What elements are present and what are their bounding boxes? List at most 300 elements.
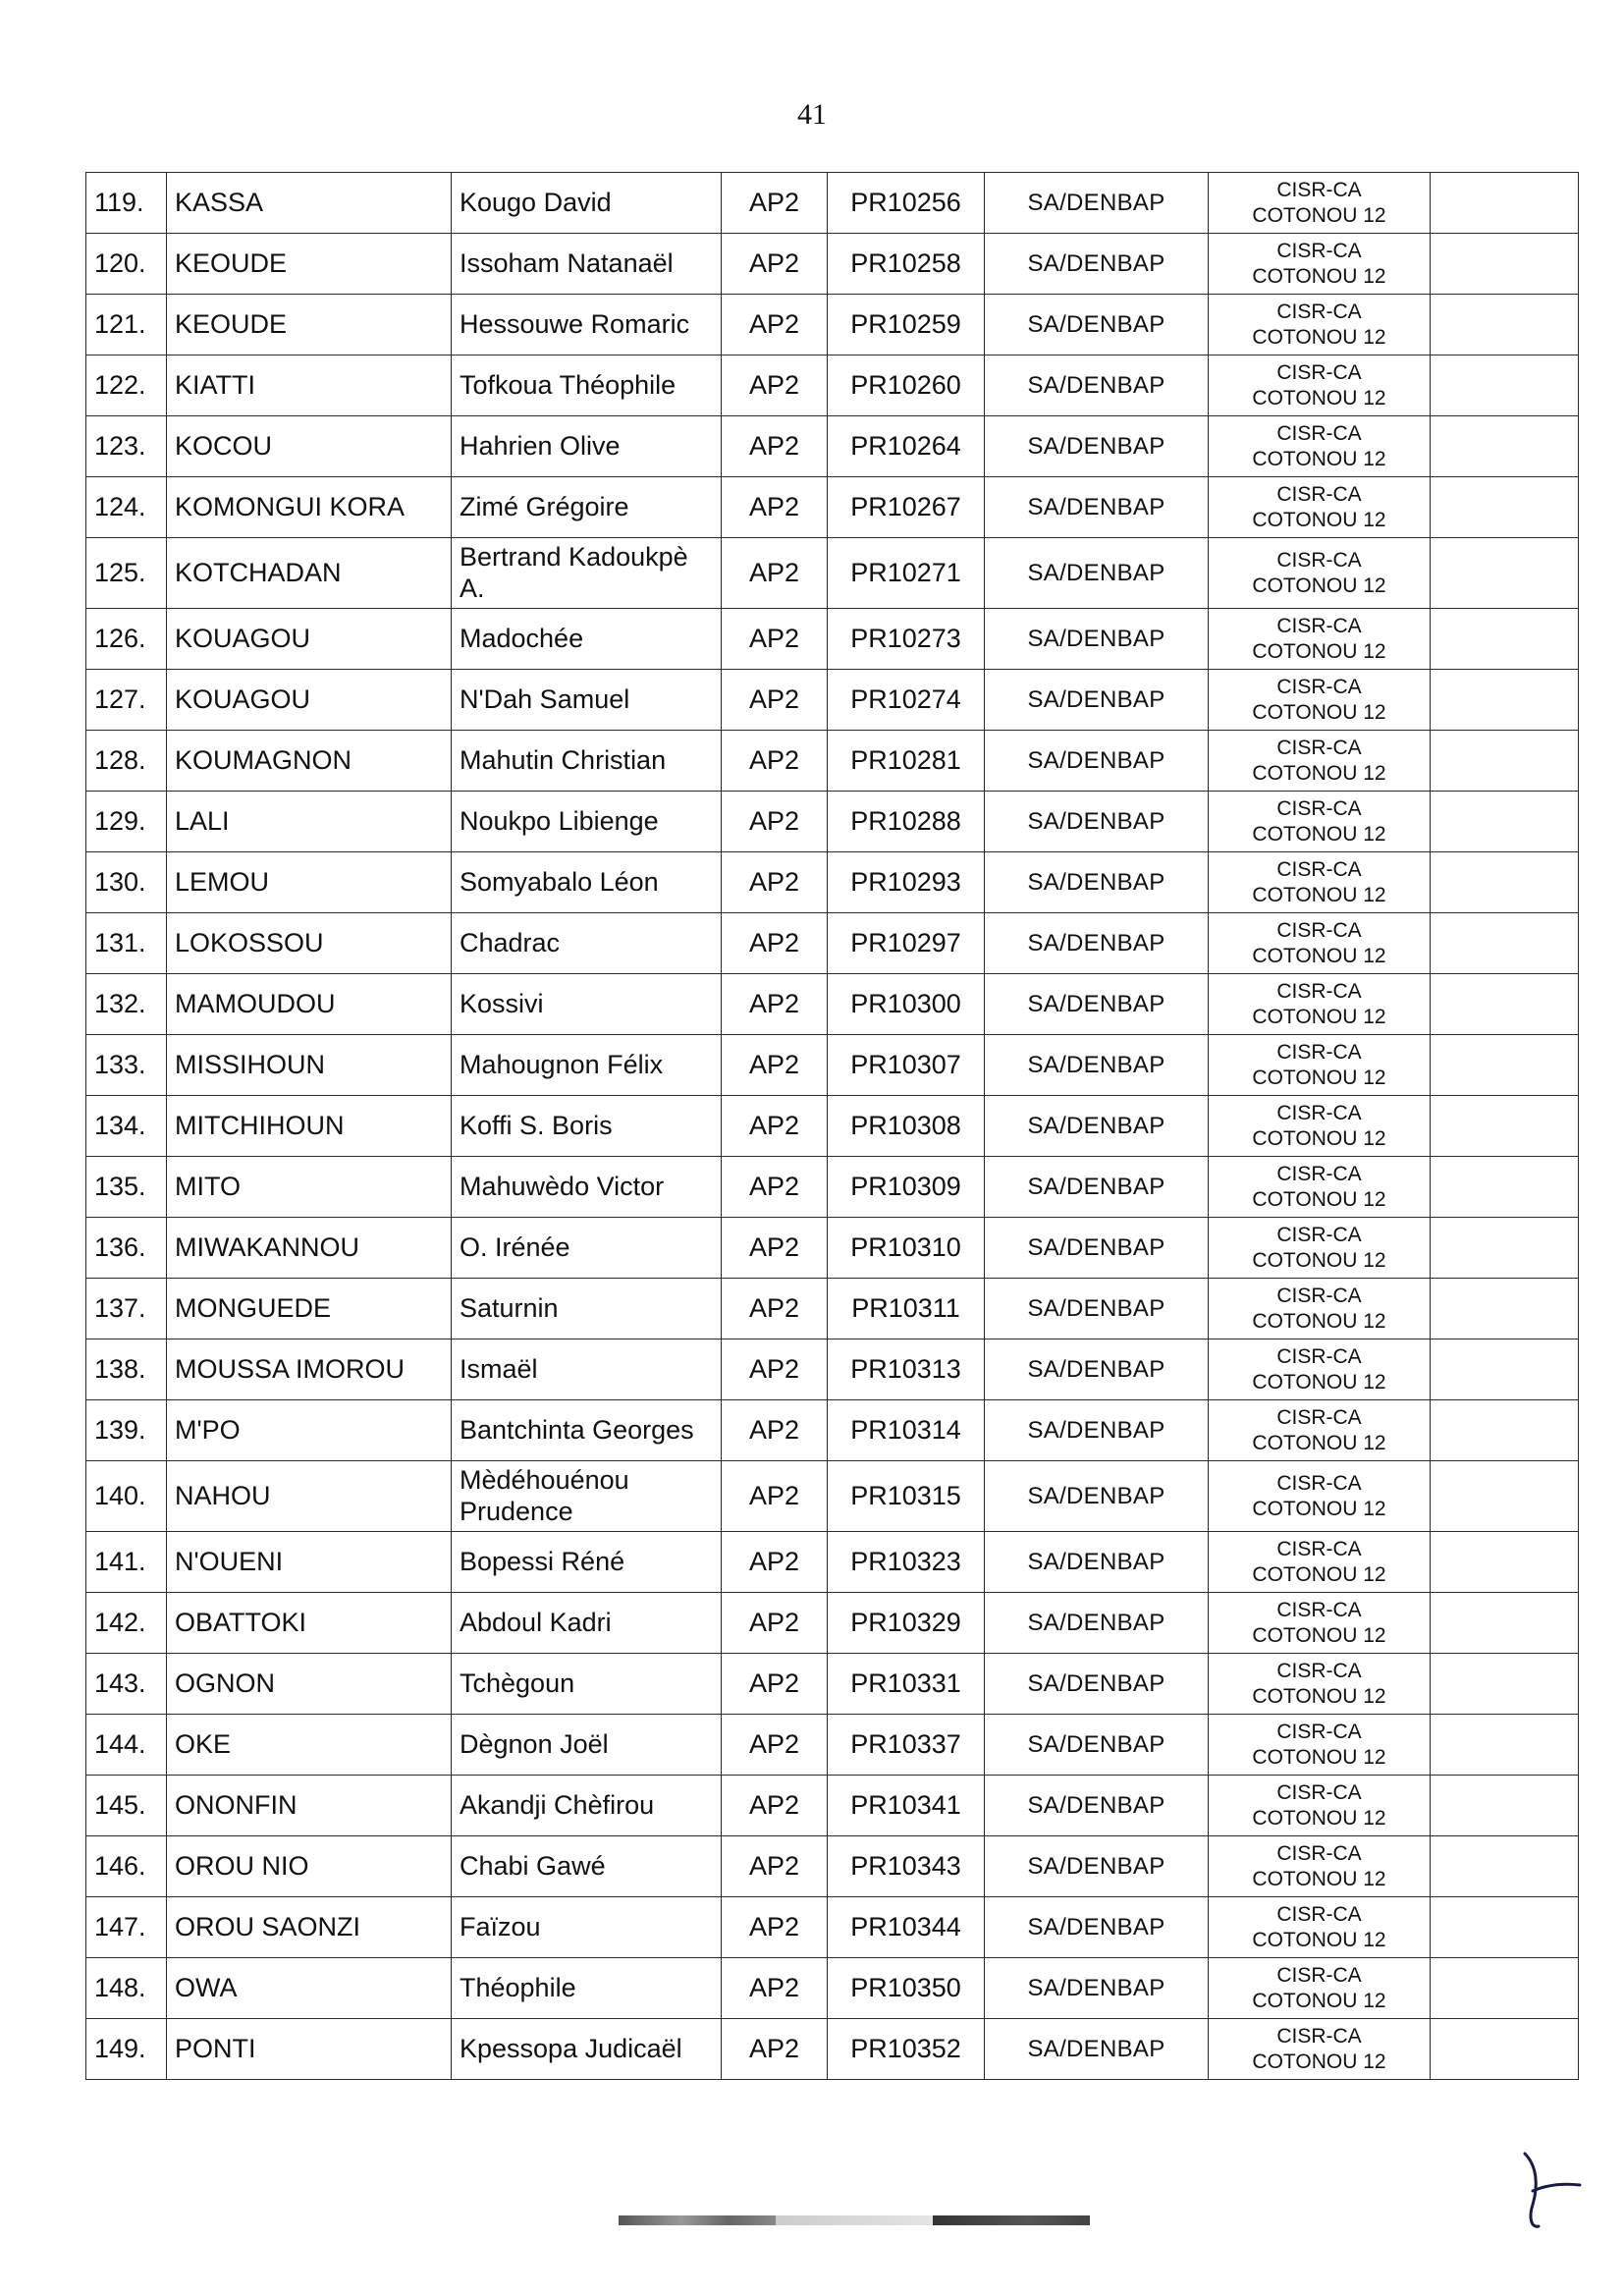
cell-last-name: MIWAKANNOU: [167, 1218, 452, 1279]
cell-last-name: KEOUDE: [167, 295, 452, 355]
cell-observation: [1431, 477, 1579, 538]
cell-first-names: Hahrien Olive: [452, 416, 722, 477]
cell-observation: [1431, 416, 1579, 477]
cell-grade: AP2: [722, 355, 828, 416]
cell-observation: [1431, 295, 1579, 355]
cell-first-names: Saturnin: [452, 1279, 722, 1339]
affectation-line: CISR-CA: [1276, 797, 1362, 821]
affectation-line: COTONOU 12: [1252, 1623, 1386, 1647]
cell-last-name: ONONFIN: [167, 1776, 452, 1836]
cell-observation: [1431, 731, 1579, 792]
affectation-line: CISR-CA: [1276, 179, 1362, 202]
affectation-line: CISR-CA: [1276, 1406, 1362, 1430]
table-row: [86, 670, 1579, 731]
cell-grade: AP2: [722, 1035, 828, 1096]
cell-observation: [1431, 2019, 1579, 2080]
affectation-line: CISR-CA: [1276, 1721, 1362, 1744]
cell-observation: [1431, 355, 1579, 416]
cell-affectation: [1209, 1096, 1431, 1157]
affectation-line: CISR-CA: [1276, 980, 1362, 1004]
personnel-table: [85, 172, 1579, 2080]
cell-grade: AP2: [722, 852, 828, 913]
affectation-line: COTONOU 12: [1252, 325, 1386, 349]
affectation-line: COTONOU 12: [1252, 1989, 1386, 2012]
cell-grade: AP2: [722, 416, 828, 477]
cell-matricule: PR10311: [828, 1279, 985, 1339]
affectation-line: COTONOU 12: [1252, 574, 1386, 597]
table-row: [86, 1897, 1579, 1958]
cell-observation: [1431, 1593, 1579, 1654]
affectation-line: CISR-CA: [1276, 361, 1362, 385]
cell-affectation: [1209, 731, 1431, 792]
table-row: [86, 1157, 1579, 1218]
footer-scan-bar-left: [619, 2215, 776, 2225]
signature-mark: [1517, 2146, 1586, 2234]
cell-observation: [1431, 1218, 1579, 1279]
cell-last-name: OROU NIO: [167, 1836, 452, 1897]
affectation-line: COTONOU 12: [1252, 1187, 1386, 1211]
cell-first-names: Mèdéhouénou Prudence: [452, 1461, 722, 1532]
cell-affectation: [1209, 1035, 1431, 1096]
table-row: [86, 852, 1579, 913]
cell-number: 134.: [86, 1096, 167, 1157]
cell-last-name: OROU SAONZI: [167, 1897, 452, 1958]
cell-grade: AP2: [722, 913, 828, 974]
cell-observation: [1431, 1776, 1579, 1836]
affectation-line: CISR-CA: [1276, 1781, 1362, 1805]
cell-affectation: [1209, 355, 1431, 416]
cell-service: SA/DENBAP: [985, 173, 1209, 234]
cell-service: SA/DENBAP: [985, 1461, 1209, 1532]
cell-number: 143.: [86, 1654, 167, 1715]
cell-last-name: NAHOU: [167, 1461, 452, 1532]
table-row: [86, 173, 1579, 234]
affectation-line: COTONOU 12: [1252, 883, 1386, 906]
table-body: [86, 173, 1579, 2080]
cell-matricule: PR10310: [828, 1218, 985, 1279]
cell-matricule: PR10337: [828, 1715, 985, 1776]
cell-service: SA/DENBAP: [985, 852, 1209, 913]
cell-matricule: PR10329: [828, 1593, 985, 1654]
cell-observation: [1431, 1279, 1579, 1339]
cell-last-name: MITCHIHOUN: [167, 1096, 452, 1157]
cell-matricule: PR10308: [828, 1096, 985, 1157]
cell-observation: [1431, 1958, 1579, 2019]
cell-first-names: Bopessi Réné: [452, 1532, 722, 1593]
cell-service: SA/DENBAP: [985, 1035, 1209, 1096]
cell-last-name: KEOUDE: [167, 234, 452, 295]
cell-last-name: LALI: [167, 792, 452, 852]
affectation-line: COTONOU 12: [1252, 1562, 1386, 1586]
affectation-line: COTONOU 12: [1252, 822, 1386, 846]
table-row: [86, 477, 1579, 538]
cell-matricule: PR10260: [828, 355, 985, 416]
cell-observation: [1431, 1035, 1579, 1096]
affectation-line: CISR-CA: [1276, 1224, 1362, 1247]
affectation-line: COTONOU 12: [1252, 2050, 1386, 2073]
table-row: [86, 1035, 1579, 1096]
cell-matricule: PR10271: [828, 538, 985, 609]
cell-service: SA/DENBAP: [985, 2019, 1209, 2080]
cell-matricule: PR10288: [828, 792, 985, 852]
cell-number: 120.: [86, 234, 167, 295]
cell-first-names: Kossivi: [452, 974, 722, 1035]
cell-grade: AP2: [722, 2019, 828, 2080]
cell-affectation: [1209, 173, 1431, 234]
cell-matricule: PR10273: [828, 609, 985, 670]
cell-affectation: [1209, 477, 1431, 538]
cell-grade: AP2: [722, 538, 828, 609]
cell-matricule: PR10309: [828, 1157, 985, 1218]
table-row: [86, 1339, 1579, 1400]
affectation-line: COTONOU 12: [1252, 1248, 1386, 1272]
cell-service: SA/DENBAP: [985, 1836, 1209, 1897]
cell-number: 145.: [86, 1776, 167, 1836]
cell-number: 148.: [86, 1958, 167, 2019]
cell-observation: [1431, 1096, 1579, 1157]
cell-grade: AP2: [722, 731, 828, 792]
cell-number: 136.: [86, 1218, 167, 1279]
cell-matricule: PR10264: [828, 416, 985, 477]
cell-grade: AP2: [722, 1157, 828, 1218]
cell-observation: [1431, 1400, 1579, 1461]
table-row: [86, 1715, 1579, 1776]
cell-number: 128.: [86, 731, 167, 792]
cell-last-name: MITO: [167, 1157, 452, 1218]
footer-scan-bar-mid: [776, 2215, 933, 2225]
cell-last-name: M'PO: [167, 1400, 452, 1461]
cell-observation: [1431, 538, 1579, 609]
affectation-line: COTONOU 12: [1252, 203, 1386, 227]
table-row: [86, 1654, 1579, 1715]
cell-affectation: [1209, 1461, 1431, 1532]
cell-observation: [1431, 792, 1579, 852]
cell-observation: [1431, 852, 1579, 913]
cell-affectation: [1209, 1897, 1431, 1958]
cell-last-name: KOUAGOU: [167, 670, 452, 731]
affectation-line: CISR-CA: [1276, 1472, 1362, 1496]
table-row: [86, 609, 1579, 670]
affectation-line: COTONOU 12: [1252, 639, 1386, 663]
affectation-line: CISR-CA: [1276, 301, 1362, 324]
affectation-line: COTONOU 12: [1252, 1309, 1386, 1333]
cell-grade: AP2: [722, 1897, 828, 1958]
cell-number: 140.: [86, 1461, 167, 1532]
cell-affectation: [1209, 974, 1431, 1035]
affectation-line: CISR-CA: [1276, 737, 1362, 760]
table-row: [86, 1836, 1579, 1897]
cell-affectation: [1209, 792, 1431, 852]
cell-grade: AP2: [722, 1958, 828, 2019]
page-number: 41: [797, 98, 827, 131]
cell-observation: [1431, 913, 1579, 974]
cell-observation: [1431, 1461, 1579, 1532]
cell-affectation: [1209, 538, 1431, 609]
cell-number: 121.: [86, 295, 167, 355]
affectation-line: CISR-CA: [1276, 240, 1362, 263]
cell-matricule: PR10331: [828, 1654, 985, 1715]
cell-first-names: Noukpo Libienge: [452, 792, 722, 852]
table-row: [86, 1958, 1579, 2019]
cell-service: SA/DENBAP: [985, 913, 1209, 974]
cell-number: 146.: [86, 1836, 167, 1897]
cell-first-names: Mahutin Christian: [452, 731, 722, 792]
affectation-line: CISR-CA: [1276, 858, 1362, 882]
cell-affectation: [1209, 1532, 1431, 1593]
cell-service: SA/DENBAP: [985, 1654, 1209, 1715]
cell-matricule: PR10314: [828, 1400, 985, 1461]
cell-matricule: PR10267: [828, 477, 985, 538]
table-row: [86, 2019, 1579, 2080]
cell-first-names: Dègnon Joël: [452, 1715, 722, 1776]
affectation-line: CISR-CA: [1276, 1041, 1362, 1065]
cell-last-name: OGNON: [167, 1654, 452, 1715]
cell-grade: AP2: [722, 1218, 828, 1279]
affectation-line: CISR-CA: [1276, 1163, 1362, 1186]
cell-observation: [1431, 234, 1579, 295]
cell-observation: [1431, 1654, 1579, 1715]
table-row: [86, 355, 1579, 416]
table-row: [86, 1532, 1579, 1593]
affectation-line: COTONOU 12: [1252, 1928, 1386, 1951]
cell-affectation: [1209, 1279, 1431, 1339]
cell-grade: AP2: [722, 1339, 828, 1400]
cell-number: 119.: [86, 173, 167, 234]
table-row: [86, 1096, 1579, 1157]
cell-first-names: Bertrand Kadoukpè A.: [452, 538, 722, 609]
affectation-line: CISR-CA: [1276, 2025, 1362, 2049]
cell-affectation: [1209, 234, 1431, 295]
cell-last-name: OBATTOKI: [167, 1593, 452, 1654]
cell-last-name: KIATTI: [167, 355, 452, 416]
cell-number: 131.: [86, 913, 167, 974]
cell-observation: [1431, 974, 1579, 1035]
cell-observation: [1431, 1532, 1579, 1593]
affectation-line: COTONOU 12: [1252, 1431, 1386, 1454]
affectation-line: CISR-CA: [1276, 1660, 1362, 1683]
cell-service: SA/DENBAP: [985, 609, 1209, 670]
cell-number: 139.: [86, 1400, 167, 1461]
cell-service: SA/DENBAP: [985, 974, 1209, 1035]
cell-last-name: KOMONGUI KORA: [167, 477, 452, 538]
cell-number: 133.: [86, 1035, 167, 1096]
cell-affectation: [1209, 1836, 1431, 1897]
table-row: [86, 1400, 1579, 1461]
cell-service: SA/DENBAP: [985, 234, 1209, 295]
personnel-table-wrapper: [85, 172, 1579, 2080]
cell-service: SA/DENBAP: [985, 670, 1209, 731]
cell-service: SA/DENBAP: [985, 1715, 1209, 1776]
cell-matricule: PR10293: [828, 852, 985, 913]
cell-grade: AP2: [722, 1279, 828, 1339]
cell-service: SA/DENBAP: [985, 1958, 1209, 2019]
cell-grade: AP2: [722, 792, 828, 852]
cell-observation: [1431, 609, 1579, 670]
cell-grade: AP2: [722, 1096, 828, 1157]
cell-grade: AP2: [722, 1715, 828, 1776]
cell-affectation: [1209, 1776, 1431, 1836]
affectation-line: COTONOU 12: [1252, 1066, 1386, 1089]
cell-service: SA/DENBAP: [985, 1532, 1209, 1593]
affectation-line: COTONOU 12: [1252, 1005, 1386, 1028]
table-row: [86, 731, 1579, 792]
cell-first-names: N'Dah Samuel: [452, 670, 722, 731]
cell-matricule: PR10274: [828, 670, 985, 731]
cell-grade: AP2: [722, 295, 828, 355]
cell-affectation: [1209, 852, 1431, 913]
cell-grade: AP2: [722, 1532, 828, 1593]
cell-grade: AP2: [722, 1593, 828, 1654]
table-row: [86, 538, 1579, 609]
cell-service: SA/DENBAP: [985, 1897, 1209, 1958]
affectation-line: CISR-CA: [1276, 422, 1362, 446]
cell-matricule: PR10315: [828, 1461, 985, 1532]
cell-matricule: PR10256: [828, 173, 985, 234]
affectation-line: COTONOU 12: [1252, 1126, 1386, 1150]
cell-last-name: KOCOU: [167, 416, 452, 477]
cell-last-name: MAMOUDOU: [167, 974, 452, 1035]
cell-affectation: [1209, 913, 1431, 974]
affectation-line: COTONOU 12: [1252, 1806, 1386, 1830]
affectation-line: CISR-CA: [1276, 1102, 1362, 1125]
cell-number: 129.: [86, 792, 167, 852]
cell-service: SA/DENBAP: [985, 538, 1209, 609]
cell-last-name: PONTI: [167, 2019, 452, 2080]
cell-affectation: [1209, 1958, 1431, 2019]
affectation-line: COTONOU 12: [1252, 761, 1386, 785]
cell-first-names: Mahougnon Félix: [452, 1035, 722, 1096]
cell-service: SA/DENBAP: [985, 1279, 1209, 1339]
cell-last-name: LOKOSSOU: [167, 913, 452, 974]
cell-last-name: KASSA: [167, 173, 452, 234]
cell-number: 123.: [86, 416, 167, 477]
footer-scan-bar-right: [933, 2215, 1090, 2225]
affectation-line: CISR-CA: [1276, 1903, 1362, 1927]
cell-matricule: PR10281: [828, 731, 985, 792]
cell-affectation: [1209, 1157, 1431, 1218]
cell-number: 144.: [86, 1715, 167, 1776]
affectation-line: COTONOU 12: [1252, 944, 1386, 967]
affectation-line: CISR-CA: [1276, 549, 1362, 573]
affectation-line: CISR-CA: [1276, 1964, 1362, 1988]
cell-first-names: Issoham Natanaël: [452, 234, 722, 295]
cell-last-name: MOUSSA IMOROU: [167, 1339, 452, 1400]
cell-number: 138.: [86, 1339, 167, 1400]
cell-first-names: Zimé Grégoire: [452, 477, 722, 538]
cell-grade: AP2: [722, 974, 828, 1035]
cell-service: SA/DENBAP: [985, 792, 1209, 852]
cell-first-names: Akandji Chèfirou: [452, 1776, 722, 1836]
cell-matricule: PR10352: [828, 2019, 985, 2080]
cell-grade: AP2: [722, 173, 828, 234]
cell-matricule: PR10307: [828, 1035, 985, 1096]
affectation-line: COTONOU 12: [1252, 1867, 1386, 1890]
cell-affectation: [1209, 1339, 1431, 1400]
cell-matricule: PR10258: [828, 234, 985, 295]
cell-first-names: Madochée: [452, 609, 722, 670]
cell-first-names: Faïzou: [452, 1897, 722, 1958]
cell-matricule: PR10343: [828, 1836, 985, 1897]
cell-first-names: O. Irénée: [452, 1218, 722, 1279]
cell-number: 130.: [86, 852, 167, 913]
cell-last-name: OWA: [167, 1958, 452, 2019]
cell-number: 149.: [86, 2019, 167, 2080]
cell-number: 147.: [86, 1897, 167, 1958]
cell-affectation: [1209, 1715, 1431, 1776]
cell-first-names: Chabi Gawé: [452, 1836, 722, 1897]
affectation-line: COTONOU 12: [1252, 700, 1386, 724]
affectation-line: COTONOU 12: [1252, 264, 1386, 288]
cell-service: SA/DENBAP: [985, 416, 1209, 477]
table-row: [86, 1593, 1579, 1654]
cell-affectation: [1209, 295, 1431, 355]
cell-grade: AP2: [722, 1400, 828, 1461]
cell-number: 142.: [86, 1593, 167, 1654]
cell-first-names: Kpessopa Judicaël: [452, 2019, 722, 2080]
cell-last-name: N'OUENI: [167, 1532, 452, 1593]
cell-service: SA/DENBAP: [985, 1096, 1209, 1157]
cell-affectation: [1209, 2019, 1431, 2080]
cell-service: SA/DENBAP: [985, 1400, 1209, 1461]
affectation-line: COTONOU 12: [1252, 1745, 1386, 1769]
cell-observation: [1431, 1157, 1579, 1218]
table-row: [86, 792, 1579, 852]
table-row: [86, 1218, 1579, 1279]
cell-observation: [1431, 173, 1579, 234]
cell-affectation: [1209, 1400, 1431, 1461]
cell-matricule: PR10341: [828, 1776, 985, 1836]
cell-first-names: Hessouwe Romaric: [452, 295, 722, 355]
cell-affectation: [1209, 1654, 1431, 1715]
cell-last-name: KOUAGOU: [167, 609, 452, 670]
table-row: [86, 1776, 1579, 1836]
affectation-line: CISR-CA: [1276, 919, 1362, 943]
cell-observation: [1431, 1836, 1579, 1897]
cell-matricule: PR10300: [828, 974, 985, 1035]
cell-grade: AP2: [722, 477, 828, 538]
cell-matricule: PR10313: [828, 1339, 985, 1400]
cell-number: 137.: [86, 1279, 167, 1339]
cell-service: SA/DENBAP: [985, 1593, 1209, 1654]
affectation-line: CISR-CA: [1276, 615, 1362, 638]
cell-service: SA/DENBAP: [985, 1157, 1209, 1218]
cell-service: SA/DENBAP: [985, 1218, 1209, 1279]
cell-grade: AP2: [722, 1776, 828, 1836]
cell-number: 126.: [86, 609, 167, 670]
cell-first-names: Chadrac: [452, 913, 722, 974]
cell-affectation: [1209, 1593, 1431, 1654]
cell-first-names: Bantchinta Georges: [452, 1400, 722, 1461]
cell-first-names: Théophile: [452, 1958, 722, 2019]
cell-first-names: Tofkoua Théophile: [452, 355, 722, 416]
cell-number: 135.: [86, 1157, 167, 1218]
cell-service: SA/DENBAP: [985, 355, 1209, 416]
affectation-line: CISR-CA: [1276, 1538, 1362, 1561]
cell-number: 125.: [86, 538, 167, 609]
table-row: [86, 416, 1579, 477]
affectation-line: CISR-CA: [1276, 1842, 1362, 1866]
affectation-line: COTONOU 12: [1252, 508, 1386, 531]
affectation-line: COTONOU 12: [1252, 447, 1386, 470]
table-row: [86, 295, 1579, 355]
cell-service: SA/DENBAP: [985, 295, 1209, 355]
cell-last-name: KOTCHADAN: [167, 538, 452, 609]
affectation-line: CISR-CA: [1276, 1285, 1362, 1308]
affectation-line: CISR-CA: [1276, 1599, 1362, 1622]
cell-grade: AP2: [722, 609, 828, 670]
affectation-line: COTONOU 12: [1252, 1370, 1386, 1394]
cell-number: 127.: [86, 670, 167, 731]
